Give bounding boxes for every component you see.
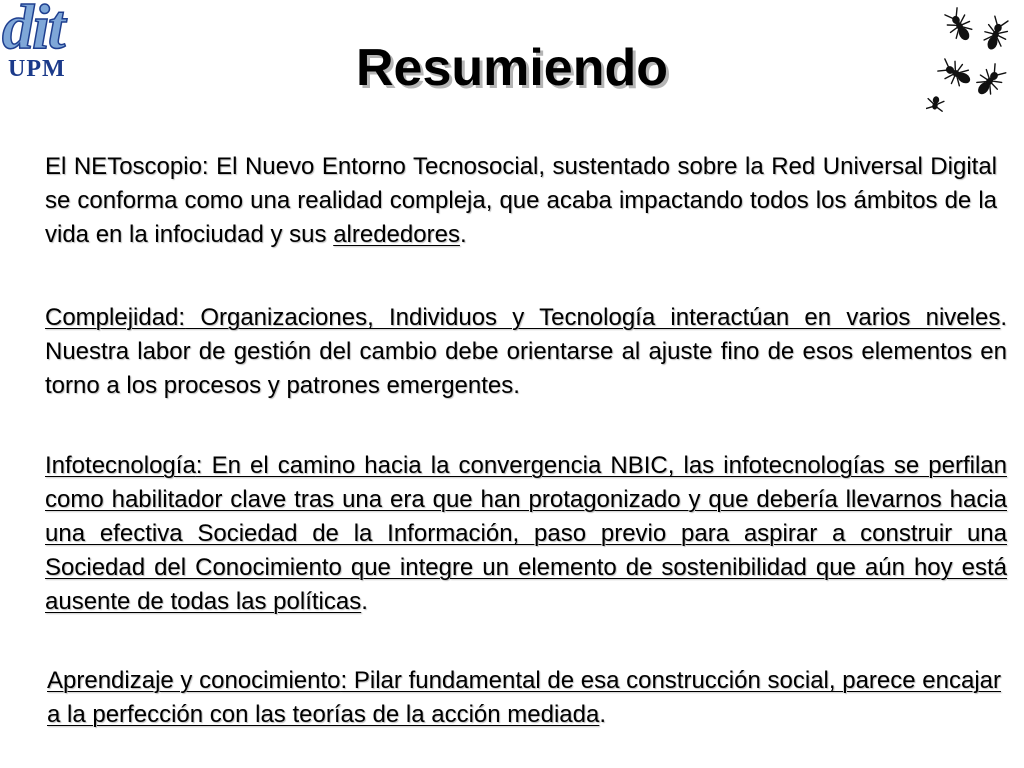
paragraph-infotecnologia-end: .: [361, 588, 368, 615]
paragraph-netoscopio-end: .: [459, 221, 467, 248]
term-aprendizaje: Aprendizaje y conocimiento: [47, 667, 341, 694]
paragraph-infotecnologia: [45, 449, 1007, 619]
term-netoscopio: El NEToscopio:: [45, 153, 209, 180]
paragraph-complejidad-text: . Nuestra labor de gestión del cambio debe orientarse al ajuste fino de esos elementos en torno a los procesos y patrones emergentes.: [45, 304, 1007, 399]
paragraph-aprendizaje: [47, 664, 1001, 732]
paragraph-infotecnologia-underlined: : En el camino hacia la convergencia NBIC, las infotecnologías se perfilan como habilitador clave tras una era que han protagonizado y que debería llevarnos hacia una efectiva Sociedad de la Información, paso previo para aspirar a construir una Sociedad del Conocimiento que integre un elemento de sostenibilidad que aún hoy está ausente de todas las políticas: [45, 452, 1007, 615]
logo-dit-text: dit: [2, 0, 64, 62]
paragraph-aprendizaje-end: .: [599, 701, 606, 728]
paragraph-netoscopio-text: El Nuevo Entorno Tecnosocial, sustentado sobre la Red Universal Digital se conforma como una realidad compleja, que acaba impactando todos los ámbitos de la vida en la infociudad y sus: [45, 153, 997, 248]
term-infotecnologia: Infotecnología: [45, 452, 196, 479]
paragraph-complejidad-underlined: Organizaciones, Individuos y Tecnología interactúan en varios niveles: [185, 304, 1001, 331]
logo-upm-text: UPM: [8, 56, 66, 82]
slide-title: Resumiendo: [355, 39, 669, 97]
term-complejidad: Complejidad:: [45, 304, 186, 331]
paragraph-netoscopio-underlined: alrededores: [333, 221, 460, 248]
paragraph-complejidad: [45, 301, 1007, 403]
ants-illustration: [926, 0, 1024, 112]
paragraph-aprendizaje-underlined: : Pilar fundamental de esa construcción social, parece encajar a la perfección con las teorías de la acción mediada: [47, 667, 1001, 728]
paragraph-netoscopio: [45, 150, 997, 252]
